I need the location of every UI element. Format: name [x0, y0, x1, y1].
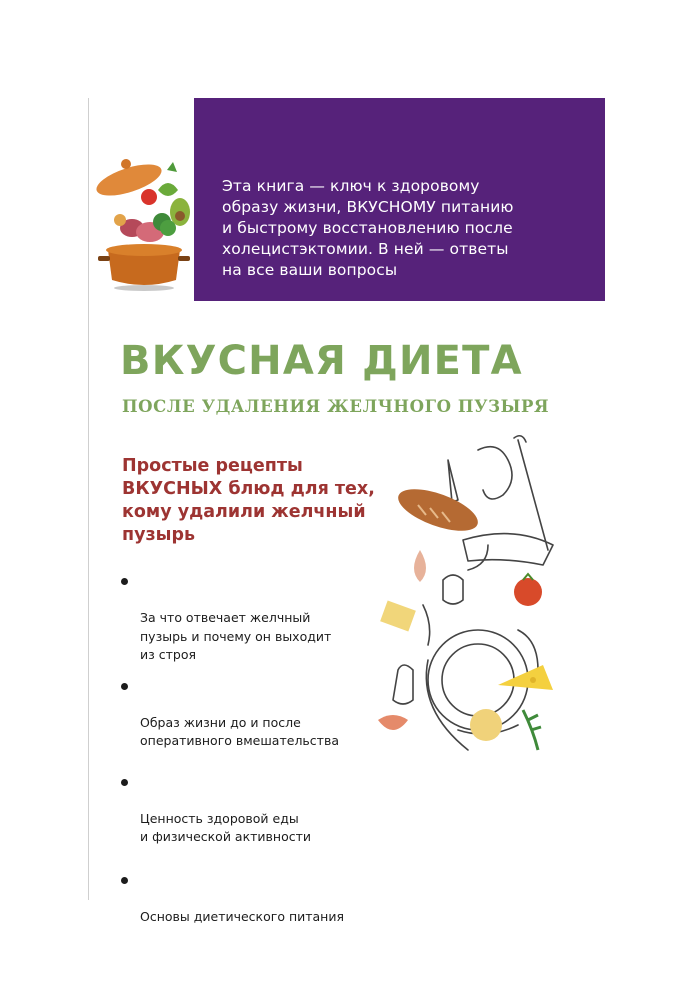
- bullet-dot: [121, 877, 128, 884]
- list-item: [120, 871, 380, 927]
- bullet-text: Образ жизни до и после оперативного вмешательства: [140, 714, 339, 748]
- bullet-text: Основы диетического питания: [140, 908, 344, 924]
- food-illustration: [368, 430, 568, 770]
- book-title: ВКУСНАЯ ДИЕТА: [120, 338, 523, 384]
- bullet-text: Ценность здоровой еды и физической активности: [140, 810, 312, 844]
- book-subtitle: ПОСЛЕ УДАЛЕНИЯ ЖЕЛЧНОГО ПУЗЫРЯ: [122, 397, 550, 416]
- cooking-pot-icon: [92, 150, 200, 300]
- bullet-dot: [121, 683, 128, 690]
- pitch-text: Простые рецепты ВКУСНЫХ блюд для тех, кому удалили желчный пузырь: [122, 456, 375, 545]
- list-item: [120, 572, 380, 665]
- bullet-dot: [121, 779, 128, 786]
- bullet-text: За что отвечает желчный пузырь и почему он выходит из строя: [140, 610, 332, 662]
- tagline: Эта книга — ключ к здоровому образу жизни, ВКУСНОМУ питанию и быстрому восстановлению после холецистэктомии. В ней — ответы на все ваши вопросы: [222, 177, 514, 279]
- bullet-list: [120, 572, 380, 926]
- list-item: [120, 677, 380, 751]
- list-item: [120, 773, 380, 847]
- bullet-dot: [121, 578, 128, 585]
